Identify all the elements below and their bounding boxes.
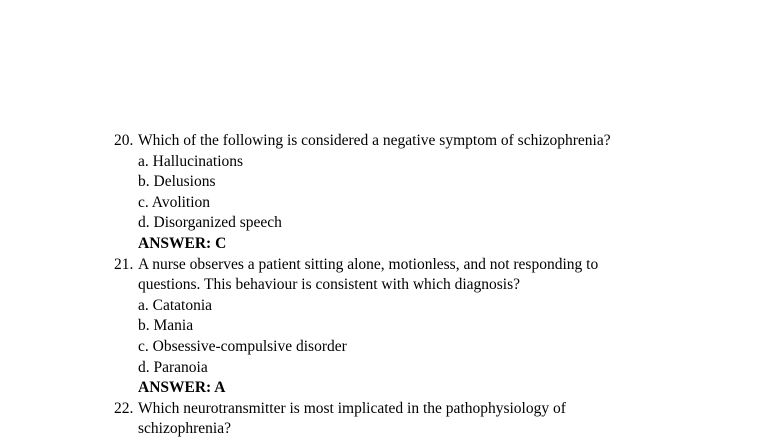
answer-option-d: d. Disorganized speech	[138, 214, 282, 232]
document-page	[0, 131, 784, 440]
answer-option-b: b. Delusions	[138, 173, 216, 191]
question-stem-line: Which of the following is considered a negative symptom of schizophrenia?	[138, 132, 611, 149]
question-stem-line: questions. This behaviour is consistent with which diagnosis?	[138, 276, 521, 294]
answer-option-c: c. Obsessive-compulsive disorder	[138, 337, 347, 355]
question-number: 20.	[114, 132, 134, 149]
answer-option-b: b. Mania	[138, 317, 194, 335]
question-number: 21.	[114, 255, 134, 273]
question-21	[0, 255, 784, 399]
answer-key: ANSWER: A	[138, 379, 226, 397]
question-stem-line: schizophrenia?	[138, 420, 231, 438]
question-22	[0, 399, 784, 440]
answer-option-d: d. Paranoia	[138, 358, 208, 376]
question-stem-line: A nurse observes a patient sitting alone, motionless, and not responding to	[138, 255, 599, 273]
question-20	[0, 131, 784, 255]
question-stem-line: Which neurotransmitter is most implicated in the pathophysiology of	[138, 399, 566, 417]
answer-option-a: a. Hallucinations	[138, 152, 244, 170]
answer-option-c: c. Avolition	[138, 193, 211, 211]
answer-option-a: a. Catatonia	[138, 296, 213, 314]
answer-key: ANSWER: C	[138, 234, 227, 252]
question-number: 22.	[114, 399, 134, 417]
